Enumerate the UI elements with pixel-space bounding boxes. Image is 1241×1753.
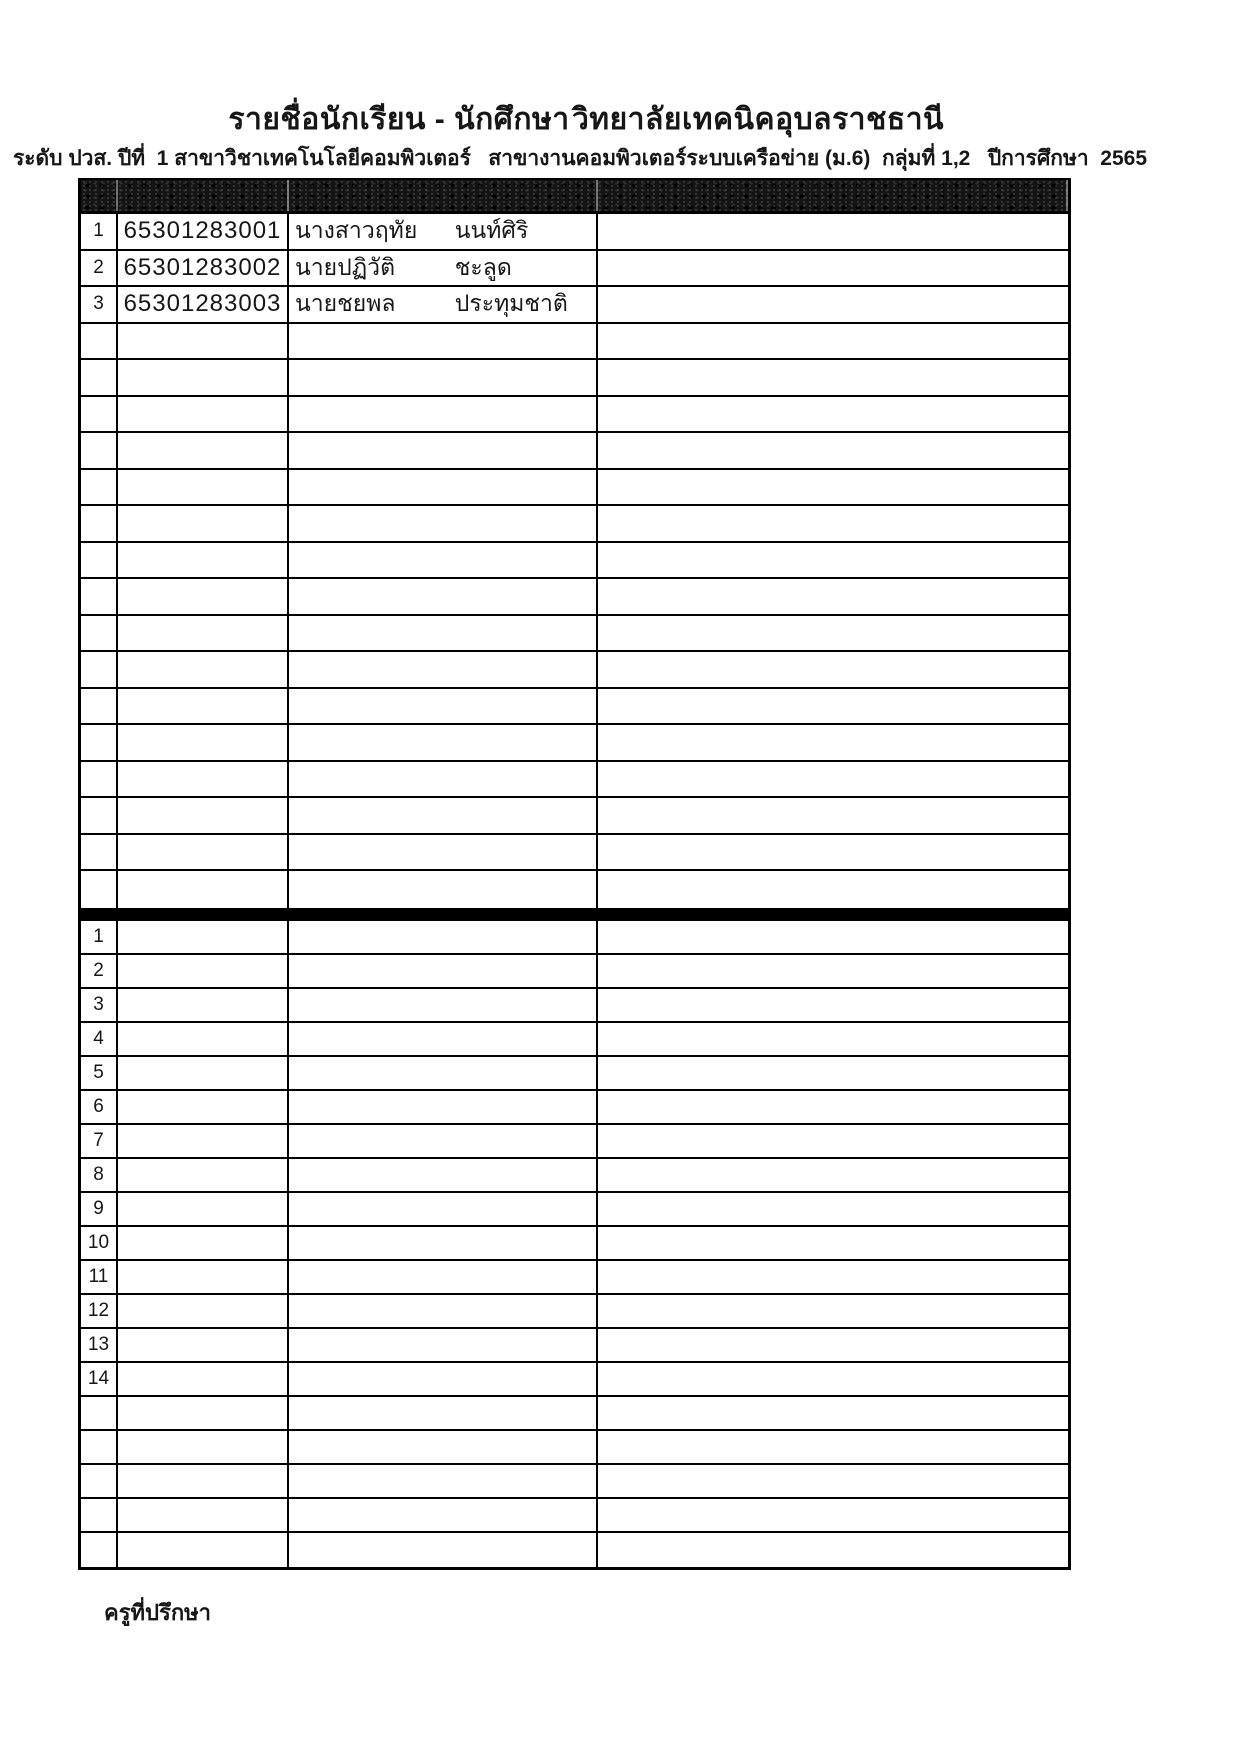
table-row [81,1227,1068,1261]
table-row [81,725,1068,762]
attendance-grid [598,725,1068,760]
student-name-cell [289,214,598,249]
table-row [81,955,1068,989]
student-id-cell [118,506,289,541]
row-number-cell: 2 [81,955,118,987]
table-row [81,360,1068,397]
row-number-cell [81,360,118,395]
row-number-cell [81,689,118,724]
attendance-grid [598,1227,1068,1259]
table-row [81,1023,1068,1057]
table-row [81,1431,1068,1465]
row-number-cell [81,1499,118,1531]
attendance-grid [598,1329,1068,1361]
student-id-cell [118,921,289,953]
table-row [81,871,1068,908]
student-id-cell [118,1125,289,1157]
row-number-cell [81,616,118,651]
attendance-grid [598,616,1068,651]
table-row [81,214,1068,251]
student-id-cell [118,798,289,833]
attendance-grid [598,1125,1068,1157]
row-number-cell: 12 [81,1295,118,1327]
row-number-cell [81,433,118,468]
table-row [81,543,1068,580]
row-number-cell [81,324,118,359]
upper-section [81,214,1068,908]
student-id-cell [118,1227,289,1259]
student-name-cell [289,1227,598,1259]
student-id-cell [118,871,289,908]
table-row [81,397,1068,434]
table-header-band [81,180,1068,214]
table-row [81,652,1068,689]
attendance-grid [598,1465,1068,1497]
attendance-grid [598,835,1068,870]
student-name-cell [289,1261,598,1293]
student-name-cell [289,1465,598,1497]
student-id-cell [118,1533,289,1567]
student-id-cell [118,1499,289,1531]
table-row [81,798,1068,835]
table-row [81,1295,1068,1329]
student-name-cell [289,433,598,468]
table-row [81,1261,1068,1295]
student-id-cell: 65301283003 [118,287,289,322]
row-number-cell [81,543,118,578]
document-title: รายชื่อนักเรียน - นักศึกษา [228,103,570,136]
section-divider [81,908,1068,921]
attendance-grid [598,1295,1068,1327]
student-name-cell [289,1159,598,1191]
attendance-grid [598,397,1068,432]
row-number-cell [81,579,118,614]
row-number-cell [81,762,118,797]
college-name: วิทยาลัยเทคนิคอุบลราชธานี [571,103,945,136]
table-row [81,689,1068,726]
student-name-cell [289,798,598,833]
student-id-cell [118,1397,289,1429]
document-subtitle: ระดับ ปวส. ปีที่ 1 สาขาวิชาเทคโนโลยีคอมพิวเตอร์ สาขางานคอมพิวเตอร์ระบบเครือข่าย (ม.6) กลุ่มที่ 1,2 ปีการศึกษา 2565 [12,147,1148,170]
student-id-cell [118,397,289,432]
student-name-cell [289,616,598,651]
table-row [81,1091,1068,1125]
student-name-cell [289,1057,598,1089]
table-row [81,989,1068,1023]
attendance-grid [598,1533,1068,1567]
table-row [81,1499,1068,1533]
first-name: นายปฏิวัติ [295,253,396,280]
student-name-cell [289,470,598,505]
table-row [81,1057,1068,1091]
row-number-cell: 3 [81,287,118,322]
advisor-label: ครูที่ปรึกษา [104,1600,211,1625]
student-name-cell [289,1091,598,1123]
row-number-cell [81,798,118,833]
student-id-cell [118,652,289,687]
student-name-cell [289,835,598,870]
student-name-cell [289,1397,598,1429]
student-name-cell [289,251,598,286]
row-number-cell [81,397,118,432]
student-name-cell [289,579,598,614]
attendance-grid [598,1057,1068,1089]
attendance-grid [598,433,1068,468]
student-name-cell [289,1363,598,1395]
student-name-cell [289,324,598,359]
row-number-cell: 3 [81,989,118,1021]
row-number-cell [81,506,118,541]
student-name-cell [289,1193,598,1225]
student-id-cell [118,1465,289,1497]
attendance-grid [598,251,1068,286]
row-number-cell [81,1397,118,1429]
student-name-cell [289,1499,598,1531]
attendance-grid [598,214,1068,249]
student-id-cell [118,689,289,724]
table-row [81,1363,1068,1397]
attendance-grid [598,1159,1068,1191]
row-number-cell [81,725,118,760]
table-row [81,921,1068,955]
attendance-grid [598,1091,1068,1123]
row-number-cell [81,1533,118,1567]
student-id-cell [118,1023,289,1055]
row-number-cell [81,1465,118,1497]
row-number-cell: 7 [81,1125,118,1157]
attendance-grid [598,1363,1068,1395]
student-id-cell [118,725,289,760]
row-number-cell: 11 [81,1261,118,1293]
student-name-cell [289,506,598,541]
header-no-column [81,180,118,211]
student-id-cell [118,543,289,578]
student-id-cell [118,989,289,1021]
attendance-grid [598,180,1068,211]
student-id-cell [118,1363,289,1395]
lower-section [81,921,1068,1567]
student-name-cell [289,762,598,797]
student-id-cell [118,1159,289,1191]
attendance-grid [598,652,1068,687]
last-name: นนท์ศิริ [454,217,529,244]
row-number-cell [81,470,118,505]
student-id-cell [118,470,289,505]
student-id-cell [118,835,289,870]
attendance-grid [598,324,1068,359]
attendance-grid [598,989,1068,1021]
row-number-cell: 8 [81,1159,118,1191]
table-row [81,324,1068,361]
attendance-grid [598,1431,1068,1463]
row-number-cell [81,835,118,870]
table-row [81,1125,1068,1159]
student-name-cell [289,1431,598,1463]
student-name-cell [289,1329,598,1361]
student-id-cell [118,1091,289,1123]
table-row [81,1397,1068,1431]
student-name-cell [289,287,598,322]
student-name-cell [289,1295,598,1327]
student-id-cell [118,1431,289,1463]
attendance-grid [598,543,1068,578]
student-name-cell [289,543,598,578]
row-number-cell: 6 [81,1091,118,1123]
row-number-cell: 2 [81,251,118,286]
table-row [81,835,1068,872]
student-name-cell [289,652,598,687]
attendance-grid [598,1261,1068,1293]
student-name-cell [289,955,598,987]
student-id-cell [118,579,289,614]
table-row [81,1533,1068,1567]
student-roster-table [78,178,1071,1570]
table-row [81,506,1068,543]
student-id-cell [118,324,289,359]
first-name: นางสาวฤทัย [295,217,418,244]
attendance-grid [598,1397,1068,1429]
table-row [81,470,1068,507]
attendance-grid [598,287,1068,322]
student-id-cell [118,360,289,395]
attendance-grid [598,579,1068,614]
row-number-cell [81,652,118,687]
student-id-cell: 65301283002 [118,251,289,286]
student-id-cell [118,762,289,797]
attendance-grid [598,762,1068,797]
table-row [81,1193,1068,1227]
table-row [81,1159,1068,1193]
table-row [81,287,1068,324]
student-id-cell [118,1295,289,1327]
attendance-grid [598,921,1068,953]
row-number-cell: 1 [81,921,118,953]
row-number-cell: 13 [81,1329,118,1361]
attendance-grid [598,798,1068,833]
student-name-cell [289,689,598,724]
student-name-cell [289,1125,598,1157]
row-number-cell: 10 [81,1227,118,1259]
table-row [81,251,1068,288]
header-id-column [118,180,289,211]
student-id-cell [118,433,289,468]
attendance-grid [598,360,1068,395]
student-name-cell [289,989,598,1021]
student-id-cell [118,1057,289,1089]
student-id-cell [118,955,289,987]
student-id-cell [118,1261,289,1293]
row-number-cell: 14 [81,1363,118,1395]
table-row [81,1465,1068,1499]
student-id-cell [118,1329,289,1361]
last-name: ชะลูด [454,253,512,280]
attendance-grid [598,470,1068,505]
row-number-cell: 5 [81,1057,118,1089]
attendance-grid [598,1499,1068,1531]
header-name-column [289,180,598,211]
student-name-cell [289,1533,598,1567]
table-row [81,579,1068,616]
row-number-cell [81,1431,118,1463]
attendance-grid [598,1193,1068,1225]
table-row [81,433,1068,470]
table-row [81,616,1068,653]
student-id-cell [118,1193,289,1225]
row-number-cell: 9 [81,1193,118,1225]
table-row [81,1329,1068,1363]
student-name-cell [289,360,598,395]
attendance-grid [598,955,1068,987]
attendance-grid [598,871,1068,908]
row-number-cell: 1 [81,214,118,249]
student-name-cell [289,725,598,760]
table-row [81,762,1068,799]
student-id-cell [118,616,289,651]
student-name-cell [289,871,598,908]
row-number-cell [81,871,118,908]
student-name-cell [289,1023,598,1055]
attendance-grid [598,689,1068,724]
student-name-cell [289,921,598,953]
student-id-cell: 65301283001 [118,214,289,249]
attendance-grid [598,506,1068,541]
last-name: ประทุมชาติ [454,290,568,317]
student-name-cell [289,397,598,432]
first-name: นายชยพล [295,290,396,317]
attendance-grid [598,1023,1068,1055]
row-number-cell: 4 [81,1023,118,1055]
